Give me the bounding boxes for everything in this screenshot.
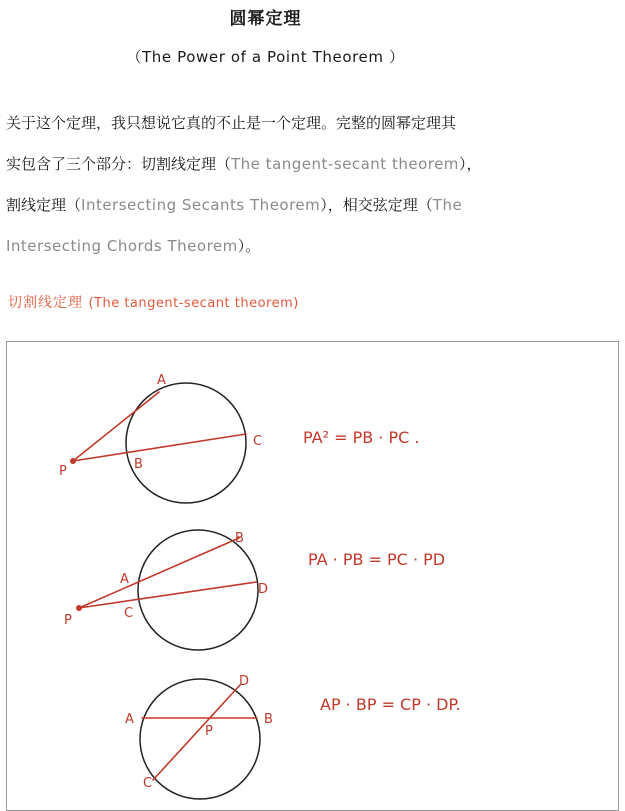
paragraph-text: 割线定理（ xyxy=(6,196,82,214)
theorem-name-english: The xyxy=(432,196,463,214)
theorem-name-english: The tangent-secant theorem xyxy=(231,155,459,173)
paragraph-line xyxy=(6,151,618,192)
label-C: C xyxy=(253,434,263,449)
label-C: C xyxy=(143,776,153,791)
theorem-diagrams-figure xyxy=(6,341,619,811)
point-P-dot xyxy=(70,458,76,464)
diagrams-svg xyxy=(7,342,619,811)
secant-line-PBC xyxy=(73,434,246,461)
page-title: 圆幂定理 xyxy=(229,9,302,29)
paragraph-line xyxy=(6,233,618,274)
secant-line-PCD xyxy=(79,582,256,608)
label-A: A xyxy=(120,572,129,587)
circle-3 xyxy=(140,679,260,799)
section-heading-en: (The tangent-secant theorem) xyxy=(88,296,299,311)
tangent-line-PA xyxy=(73,392,159,461)
label-P: P xyxy=(64,613,72,628)
formula-tangent-secant: PA² = PB · PC . xyxy=(303,428,420,447)
label-D: D xyxy=(239,674,250,689)
paragraph-text: ），相交弦定理（ xyxy=(320,196,433,214)
section-heading-zh: 切割线定理 xyxy=(8,295,83,311)
label-A: A xyxy=(125,712,134,727)
paragraph-text: 关于这个定理，我只想说它真的不止是一个定理。完整的圆幂定理其 xyxy=(6,114,457,132)
point-P-dot xyxy=(76,605,82,611)
paragraph-line xyxy=(6,110,618,151)
label-B: B xyxy=(235,531,244,546)
page-subtitle: （The Power of a Point Theorem ） xyxy=(126,48,405,66)
secant-line-PAB xyxy=(79,538,239,608)
intro-paragraph xyxy=(6,110,618,274)
paragraph-text: ）。 xyxy=(237,237,261,255)
paragraph-text: ）， xyxy=(458,155,482,173)
chord-CD xyxy=(153,685,240,780)
label-D: D xyxy=(258,582,269,597)
label-P: P xyxy=(205,724,213,739)
paragraph-line xyxy=(6,192,618,233)
label-P: P xyxy=(59,464,67,479)
theorem-name-english: Intersecting Secants Theorem xyxy=(81,196,321,214)
label-B: B xyxy=(134,457,143,472)
formula-intersecting-chords: AP · BP = CP · DP. xyxy=(320,695,461,714)
theorem-name-english: Intersecting Chords Theorem xyxy=(6,237,238,255)
paragraph-text: 实包含了三个部分：切割线定理（ xyxy=(6,155,232,173)
label-C: C xyxy=(124,606,134,621)
label-A: A xyxy=(157,373,166,388)
section-heading xyxy=(8,292,299,312)
label-B: B xyxy=(264,712,273,727)
formula-intersecting-secants: PA · PB = PC · PD xyxy=(308,550,446,569)
